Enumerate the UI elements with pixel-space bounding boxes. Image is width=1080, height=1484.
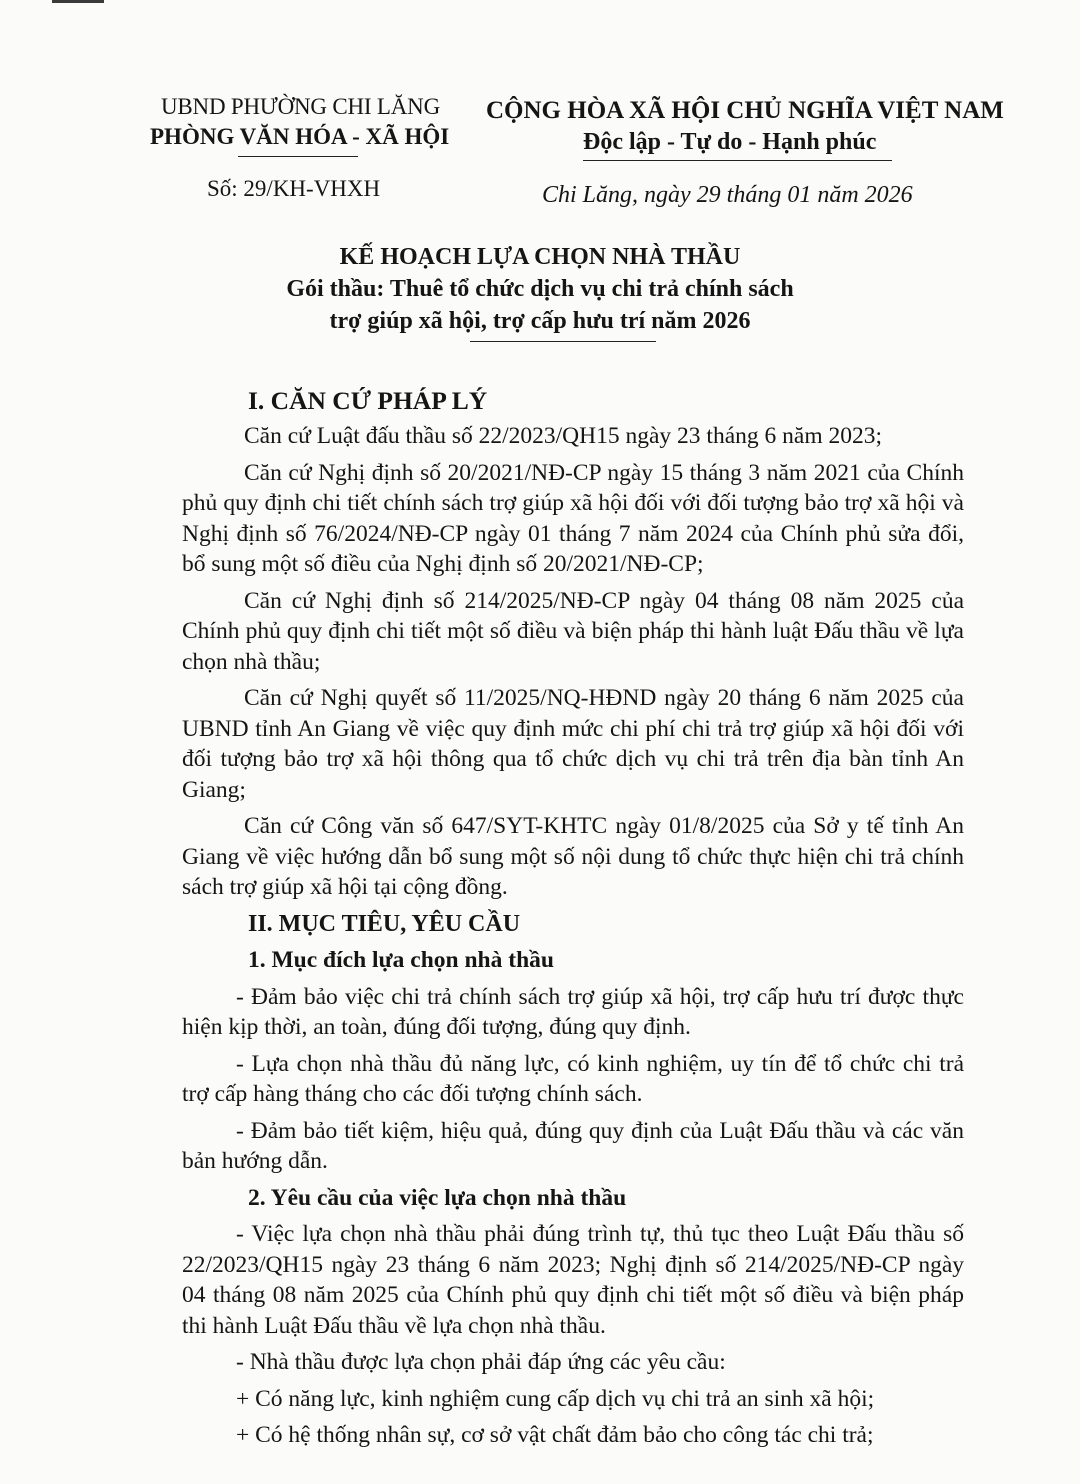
purpose-item: - Lựa chọn nhà thầu đủ năng lực, có kinh nghiệm, uy tín để tổ chức chi trả trợ cấp hàng tháng cho các đối tượng chính sách. — [182, 1050, 964, 1107]
header-left-underline — [238, 156, 358, 157]
place-and-date: Chi Lăng, ngày 29 tháng 01 năm 2026 — [542, 182, 913, 208]
subsection-heading-requirements: 2. Yêu cầu của việc lựa chọn nhà thầu — [248, 1184, 627, 1211]
requirement-criterion: + Có hệ thống nhân sự, cơ sở vật chất đảm bảo cho công tác chi trả; — [236, 1422, 874, 1448]
subsection-heading-purpose: 1. Mục đích lựa chọn nhà thầu — [248, 947, 554, 973]
issuing-unit: PHÒNG VĂN HÓA - XÃ HỘI — [150, 124, 450, 149]
document-body — [182, 383, 964, 1451]
motto-underline — [583, 160, 892, 161]
purpose-item: - Đảm bảo việc chi trả chính sách trợ giúp xã hội, trợ cấp hưu trí được thực hiện kịp thời, an toàn, đúng đối tượng, đúng quy định. — [182, 983, 964, 1040]
section-heading-objectives: II. MỤC TIÊU, YÊU CẦU — [248, 910, 521, 937]
requirement-item: - Việc lựa chọn nhà thầu phải đúng trình tự, thủ tục theo Luật Đấu thầu số 22/2023/QH15 ngày 23 tháng 6 năm 2023; Nghị định số 214/2025/NĐ-CP ngày 04 tháng 08 năm 2025 của Chính phủ quy định chi tiết một số điều và biện pháp thi hành Luật Đấu thầu về lựa chọn nhà thầu. — [182, 1221, 964, 1339]
legal-basis-paragraph: Căn cứ Nghị quyết số 11/2025/NQ-HĐND ngày 20 tháng 6 năm 2025 của UBND tỉnh An Giang về việc quy định mức chi phí chi trả trợ giúp xã hội đối với đối tượng bảo trợ xã hội thông qua tổ chức dịch vụ chi trả trên địa bàn tỉnh An Giang; — [182, 685, 964, 803]
issuing-authority: UBND PHƯỜNG CHI LĂNG — [161, 94, 440, 119]
document-title-block — [240, 242, 840, 337]
legal-basis-paragraph: Căn cứ Công văn số 647/SYT-KHTC ngày 01/8/2025 của Sở y tế tỉnh An Giang về việc hướng dẫn bổ sung một số nội dung tổ chức thực hiện chi trả chính sách trợ giúp xã hội tại cộng đồng. — [182, 813, 964, 900]
national-title: CỘNG HÒA XÃ HỘI CHỦ NGHĨA VIỆT NAM — [486, 97, 1004, 124]
purpose-item: - Đảm bảo tiết kiệm, hiệu quả, đúng quy định của Luật Đấu thầu và các văn bản hướng dẫn. — [182, 1117, 964, 1174]
requirement-criterion: + Có năng lực, kinh nghiệm cung cấp dịch vụ chi trả an sinh xã hội; — [236, 1385, 875, 1412]
document-title: KẾ HOẠCH LỰA CHỌN NHÀ THẦU — [339, 244, 741, 270]
national-motto: Độc lập - Tự do - Hạnh phúc — [583, 129, 877, 155]
title-underline — [470, 341, 656, 342]
requirement-item: - Nhà thầu được lựa chọn phải đáp ứng các yêu cầu: — [236, 1349, 726, 1375]
legal-basis-paragraph: Căn cứ Nghị định số 20/2021/NĐ-CP ngày 15 tháng 3 năm 2021 của Chính phủ quy định chi tiết chính sách trợ giúp xã hội đối với đối tượng bảo trợ xã hội và Nghị định số 76/2024/NĐ-CP ngày 01 tháng 7 năm 2024 của Chính phủ sửa đổi, bổ sung một số điều của Nghị định số 20/2021/NĐ-CP; — [182, 459, 964, 577]
section-heading-legal-basis: I. CĂN CỨ PHÁP LÝ — [248, 386, 488, 415]
package-title-line-2: trợ giúp xã hội, trợ cấp hưu trí năm 2026 — [329, 308, 751, 334]
package-title-line-1: Gói thầu: Thuê tổ chức dịch vụ chi trả chính sách — [286, 276, 794, 302]
document-number: Số: 29/KH-VHXH — [207, 176, 381, 201]
legal-basis-paragraph: Căn cứ Nghị định số 214/2025/NĐ-CP ngày 04 tháng 08 năm 2025 của Chính phủ quy định chi tiết một số điều và biện pháp thi hành luật Đấu thầu về lựa chọn nhà thầu; — [182, 587, 964, 675]
legal-basis-paragraph: Căn cứ Luật đấu thầu số 22/2023/QH15 ngày 23 tháng 6 năm 2023; — [244, 423, 882, 449]
scan-edge-mark — [52, 0, 104, 3]
